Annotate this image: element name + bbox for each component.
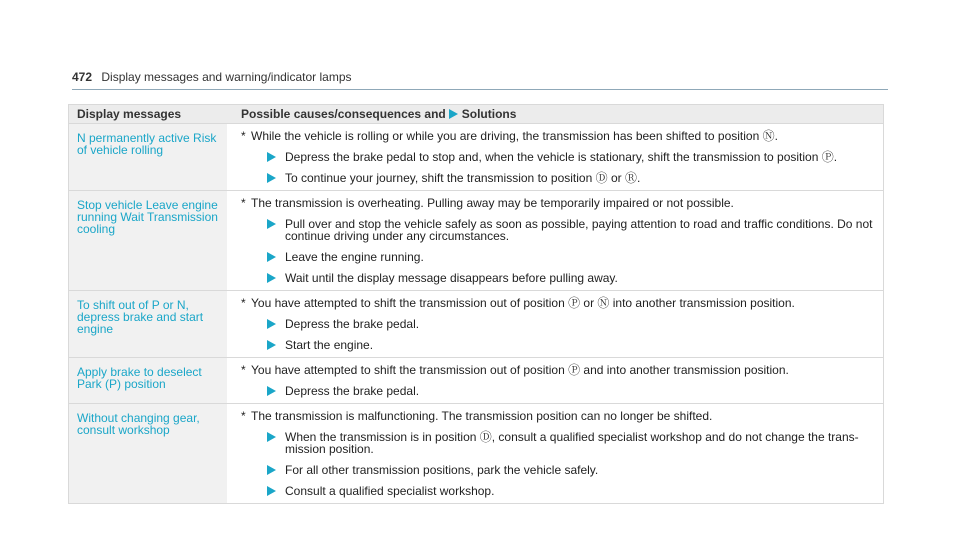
solution-step	[267, 151, 883, 163]
display-message-line: To shift out of P or N,	[77, 298, 189, 312]
solution-text	[285, 172, 640, 184]
cause-line: While the vehicle is rolling or while you are driving, the transmission has been shifted to position Ⓝ.	[251, 129, 778, 143]
cause-line: The transmission is overheating. Pulling away may be temporarily impaired or not possible.	[251, 196, 734, 210]
cause-bullet: *	[241, 296, 246, 310]
arrow-right-icon	[267, 340, 276, 350]
cause-item	[241, 364, 883, 376]
display-message-cell	[69, 358, 227, 403]
solution-line: Start the engine.	[285, 338, 374, 352]
solution-step	[267, 251, 883, 263]
column-header-display-messages: Display messages	[77, 107, 182, 121]
solution-line: Depress the brake pedal.	[285, 317, 420, 331]
display-message-line: Park (P) position	[77, 377, 166, 391]
table-row	[69, 357, 883, 403]
arrow-right-icon	[267, 273, 276, 283]
cause-line: You have attempted to shift the transmission out of position Ⓟ and into another transmission position.	[251, 363, 789, 377]
arrow-right-icon	[267, 432, 276, 442]
solution-step	[267, 218, 883, 242]
causes-solutions-cell	[227, 291, 883, 357]
display-message-line: depress brake and start	[77, 310, 204, 324]
display-message-cell	[69, 191, 227, 290]
solution-text	[285, 485, 494, 497]
table-body	[69, 123, 883, 503]
cause-text	[251, 197, 734, 209]
solution-line: Pull over and stop the vehicle safely as soon as possible, paying attention to road and traffic conditions. Do not	[285, 217, 873, 231]
cause-bullet: *	[241, 129, 246, 143]
arrow-right-icon	[267, 486, 276, 496]
cause-text	[251, 410, 712, 422]
causes-solutions-cell	[227, 191, 883, 290]
solution-line: Leave the engine running.	[285, 250, 424, 264]
solution-text	[285, 339, 373, 351]
solution-text	[285, 318, 419, 330]
display-message-line: N permanently active Risk	[77, 131, 217, 145]
solution-line: mission position.	[285, 442, 374, 456]
cause-text	[251, 130, 778, 142]
page-header	[72, 70, 352, 84]
solution-step	[267, 464, 883, 476]
arrow-right-icon	[267, 252, 276, 262]
arrow-right-icon	[267, 173, 276, 183]
display-message-cell	[69, 291, 227, 357]
cause-item	[241, 130, 883, 142]
column-header-solutions-label: Solutions	[461, 107, 517, 121]
solution-line: Depress the brake pedal to stop and, when the vehicle is stationary, shift the transmission to position Ⓟ.	[285, 150, 838, 164]
cause-bullet: *	[241, 409, 246, 423]
table-header	[69, 105, 883, 123]
solution-line: continue driving under any circumstances.	[285, 229, 510, 243]
solution-step	[267, 339, 883, 351]
solution-line: For all other transmission positions, park the vehicle safely.	[285, 463, 599, 477]
arrow-right-icon	[267, 319, 276, 329]
solution-text	[285, 464, 598, 476]
solution-text	[285, 385, 419, 397]
causes-solutions-cell	[227, 404, 883, 503]
cause-line: You have attempted to shift the transmission out of position Ⓟ or Ⓝ into another transmission position.	[251, 296, 795, 310]
display-message-line: Apply brake to deselect	[77, 365, 202, 379]
causes-solutions-cell	[227, 358, 883, 403]
solution-step	[267, 318, 883, 330]
display-message-cell	[69, 124, 227, 190]
table-row	[69, 290, 883, 357]
cause-text	[251, 364, 789, 376]
arrow-right-icon	[267, 386, 276, 396]
cause-item	[241, 197, 883, 209]
cause-line: The transmission is malfunctioning. The transmission position can no longer be shifted.	[251, 409, 713, 423]
solution-line: When the transmission is in position Ⓓ, consult a qualified specialist workshop and do not change the trans-	[285, 430, 859, 444]
solution-text	[285, 431, 859, 455]
display-message-line: Without changing gear,	[77, 411, 200, 425]
display-message-line: cooling	[77, 222, 116, 236]
display-message-line: of vehicle rolling	[77, 143, 164, 157]
display-message-cell	[69, 404, 227, 503]
cause-item	[241, 410, 883, 422]
table-row	[69, 403, 883, 503]
solution-line: Depress the brake pedal.	[285, 384, 420, 398]
cause-bullet: *	[241, 363, 246, 377]
solution-text	[285, 218, 872, 242]
table-row	[69, 123, 883, 190]
solution-step	[267, 172, 883, 184]
solution-step	[267, 431, 883, 455]
table-row	[69, 190, 883, 290]
cause-item	[241, 297, 883, 309]
solution-line: Wait until the display message disappears before pulling away.	[285, 271, 618, 285]
cause-bullet: *	[241, 196, 246, 210]
display-message-line: running Wait Transmission	[77, 210, 218, 224]
solution-step	[267, 272, 883, 284]
page-header-title: Display messages and warning/indicator lamps	[101, 70, 352, 84]
display-messages-table	[68, 104, 884, 504]
solution-text	[285, 272, 618, 284]
column-header-causes-label: Possible causes/consequences and	[241, 107, 446, 121]
display-message-line: Stop vehicle Leave engine	[77, 198, 218, 212]
display-message-line: consult workshop	[77, 423, 170, 437]
page-number: 472	[72, 70, 93, 84]
display-message-line: engine	[77, 322, 114, 336]
cause-text	[251, 297, 795, 309]
solution-line: To continue your journey, shift the transmission to position Ⓓ or Ⓡ.	[285, 171, 641, 185]
solution-step	[267, 385, 883, 397]
arrow-right-icon	[267, 465, 276, 475]
causes-solutions-cell	[227, 124, 883, 190]
arrow-right-icon	[449, 109, 458, 119]
solution-step	[267, 485, 883, 497]
solution-line: Consult a qualified specialist workshop.	[285, 484, 495, 498]
arrow-right-icon	[267, 152, 276, 162]
header-divider	[72, 89, 888, 90]
arrow-right-icon	[267, 219, 276, 229]
column-header-causes-solutions	[227, 107, 516, 121]
solution-text	[285, 251, 424, 263]
solution-text	[285, 151, 837, 163]
